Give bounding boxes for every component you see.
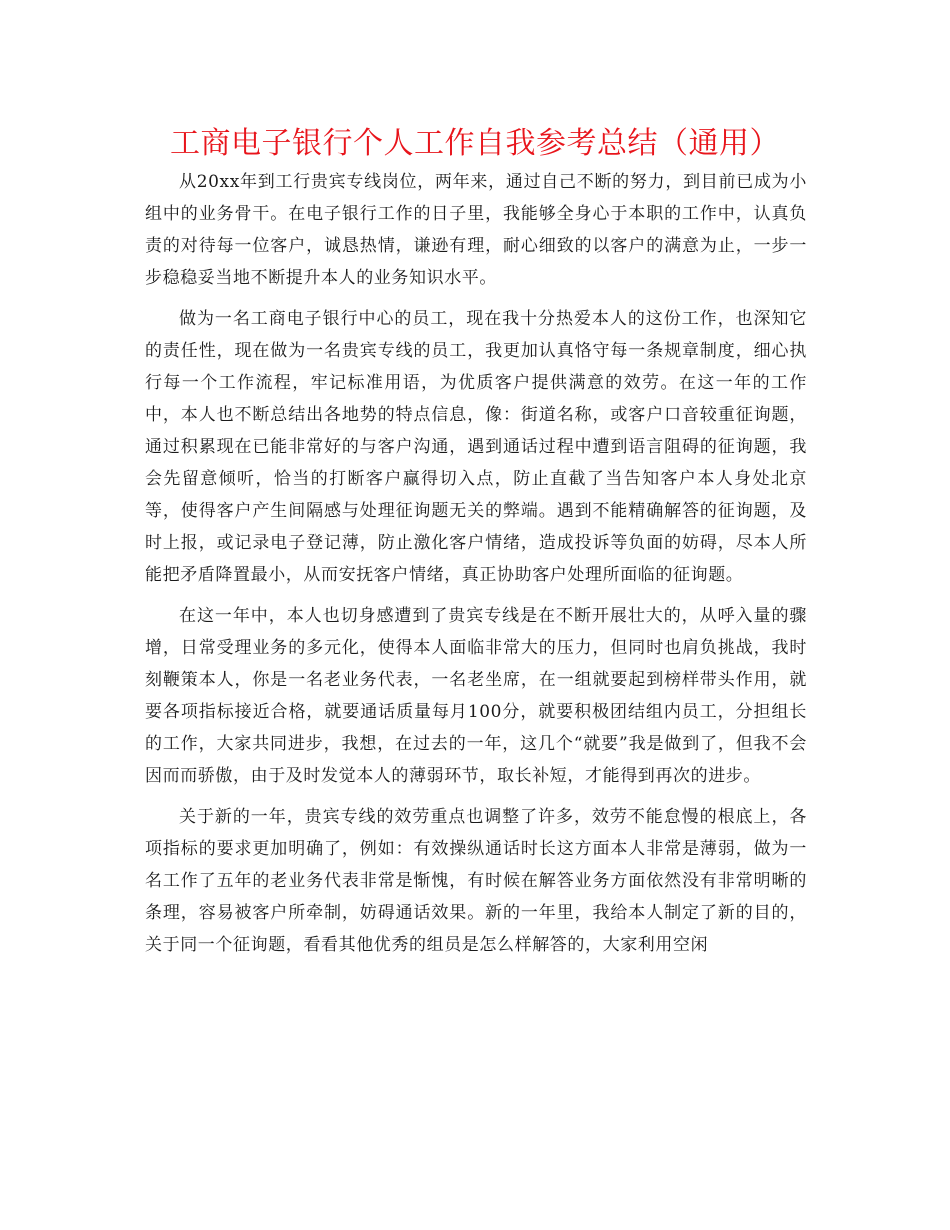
paragraph-1: 从20xx年到工行贵宾专线岗位，两年来，通过自己不断的努力，到目前已成为小组中的业务骨干。在电子银行工作的日子里，我能够全身心于本职的工作中，认真负责的对待每一位客户，诚恳热情，谦逊有理，耐心细致的以客户的满意为止，一步一步稳稳妥当地不断提升本人的业务知识水平。 [145,172,807,288]
paragraph-4: 关于新的一年，贵宾专线的效劳重点也调整了许多，效劳不能怠慢的根底上，各项指标的要求更加明确了，例如：有效操纵通话时长这方面本人非常是薄弱，做为一名工作了五年的老业务代表非常是惭愧，有时候在解答业务方面依然没有非常明晰的条理，容易被客户所牵制，妨碍通话效果。新的一年里，我给本人制定了新的目的，关于同一个征询题，看看其他优秀的组员是怎么样解答的，大家利用空闲 [145,807,807,955]
paragraph-2: 做为一名工商电子银行中心的员工，现在我十分热爱本人的这份工作，也深知它的责任性，现在做为一名贵宾专线的员工，我更加认真恪守每一条规章制度，细心执行每一个工作流程，牢记标准用语，为优质客户提供满意的效劳。在这一年的工作中，本人也不断总结出各地势的特点信息，像：街道名称，或客户口音较重征询题，通过积累现在已能非常好的与客户沟通，遇到通话过程中遭到语言阻碍的征询题，我会先留意倾听，恰当的打断客户赢得切入点，防止直截了当告知客户本人身处北京等，使得客户产生间隔感与处理征询题无关的弊端。遇到不能精确解答的征询题，及时上报，或记录电子登记薄，防止激化客户情绪，造成投诉等负面的妨碍，尽本人所能把矛盾降置最小，从而安抚客户情绪，真正协助客户处理所面临的征询题。 [145,309,807,585]
document-title: 工商电子银行个人工作自我参考总结（通用） [170,126,780,161]
document-body [145,166,807,970]
paragraph-3: 在这一年中，本人也切身感遭到了贵宾专线是在不断开展壮大的，从呼入量的骤增，日常受理业务的多元化，使得本人面临非常大的压力，但同时也肩负挑战，我时刻鞭策本人，你是一名老业务代表，一名老坐席，在一组就要起到榜样带头作用，就要各项指标接近合格，就要通话质量每月100分，就要积极团结组内员工，分担组长的工作，大家共同进步，我想，在过去的一年，这几个“就要”我是做到了，但我不会因而而骄傲，由于及时发觉本人的薄弱环节，取长补短，才能得到再次的进步。 [145,606,807,786]
